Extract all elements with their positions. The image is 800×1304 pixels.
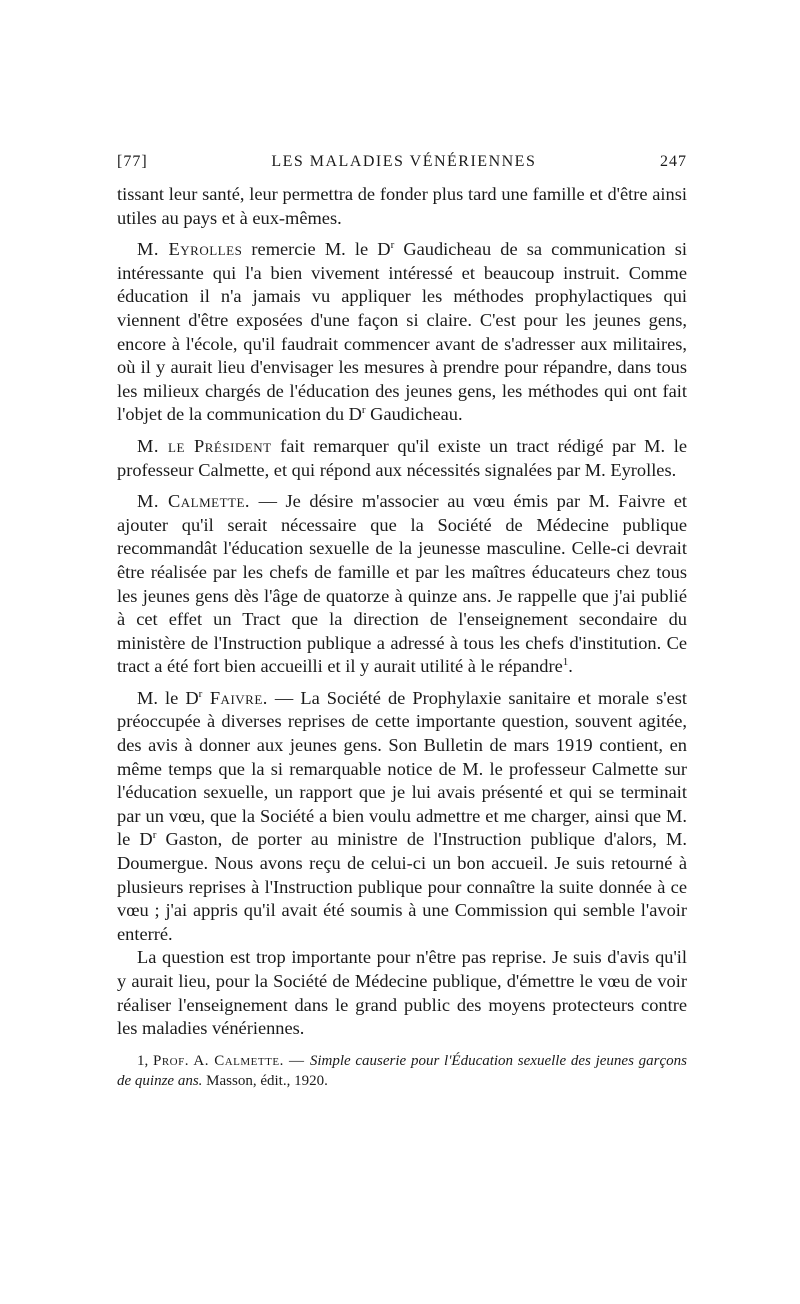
book-page [117,153,687,1091]
paragraph-president: M. le Président fait remarquer qu'il existe un tract rédigé par M. le professeur Calmette, et qui répond aux nécessités signalées par M. Eyrolles. [117,435,687,480]
paragraph-continuation: tissant leur santé, leur permettra de fonder plus tard une famille et d'être ainsi utiles au pays et à eux-mêmes. [117,184,687,228]
paragraph-eyrolles: M. Eyrolles remercie M. le $D^r$ Gaudicheau de sa communication si intéressante qui l'a bien vivement intéressé et beaucoup instruit. Comme éducation il n'a jamais vu appliquer les méthodes prophylactiques qui viennent d'être exposées d'une façon si claire. C'est pour les jeunes gens, encore à l'école, qu'il faudrait commencer avant de s'adresser aux militaires, où il y aurait lieu d'envisager les mesures à prendre pour répandre, dans tous les milieux chargés de l'éducation des jeunes gens, les méthodes qui ont fait l'objet de la communication du $D^r$ Gaudicheau. [117,239,687,425]
page-number: 247 [660,153,687,170]
footnote [117,1051,687,1091]
paragraph-faivre: M. le $D^r$ Faivre. — La Société de Prophylaxie sanitaire et morale s'est préoccupée à diverses reprises de cette importante question, souvent agitée, des avis à donner aux jeunes gens. Son Bulletin de mars 1919 contient, en même temps que la si remarquable notice de M. le professeur Calmette sur l'éducation sexuelle, un rapport que je lui avais présenté et qui se terminait par un vœu, que la Société a bien voulu admettre et me charger, ainsi que M. le $D^r$ Gaston, de porter au ministre de l'Instruction publique d'alors, M. Doumergue. Nous avons reçu de celui-ci un bon accueil. Je suis retourné à plusieurs reprises à l'Instruction publique pour connaître la suite donnée à ce vœu ; j'ai appris qu'il avait été soumis à une Commission qui semble l'avoir enterré. [117,687,687,944]
paragraph-calmette: M. Calmette. — Je désire m'associer au vœu émis par M. Faivre et ajouter qu'il serait nécessaire que la Société de Médecine publique recommandât l'éducation sexuelle de la jeunesse masculine. Celle-ci devrait être réalisée par les chefs de famille et par les maîtres éducateurs chez tous les jeunes gens dès l'âge de quatorze à quinze ans. Je rappelle que j'ai publié à cet effet un Tract que la direction de l'enseignement secondaire du ministère de l'Instruction publique a adressé à tous les chefs d'institution. Ce tract a été fort bien accueilli et il y aurait utilité à le répandre$^1$. [117,491,687,677]
footnote-title: Simple causerie pour l'Éducation sexuelle des jeunes garçons de quinze ans. [117,1052,687,1089]
paragraph-faivre-continued: La question est trop importante pour n'être pas reprise. Je suis d'avis qu'il y aurait lieu, pour la Société de Médecine publique, d'émettre le vœu de voir réaliser l'enseignement dans le grand public des moyens protecteurs contre les maladies vénériennes. [117,947,687,1039]
footnote-author: Prof. A. Calmette. — [153,1052,310,1069]
body-text [117,183,687,1041]
footnote-number: 1, [137,1052,153,1069]
footnote-publisher: Masson, édit., 1920. [202,1072,328,1089]
speaker-name: M. Eyrolles [137,239,243,260]
running-header [117,153,687,177]
speaker-name: Faivre. [202,687,268,708]
header-title: LES MALADIES VÉNÉRIENNES [271,153,537,170]
footnote-ref: 1 [562,656,569,669]
header-section-number: [77] [117,153,148,170]
speaker-name: M. le Président [137,435,272,456]
speaker-name: M. Calmette. [137,491,251,512]
